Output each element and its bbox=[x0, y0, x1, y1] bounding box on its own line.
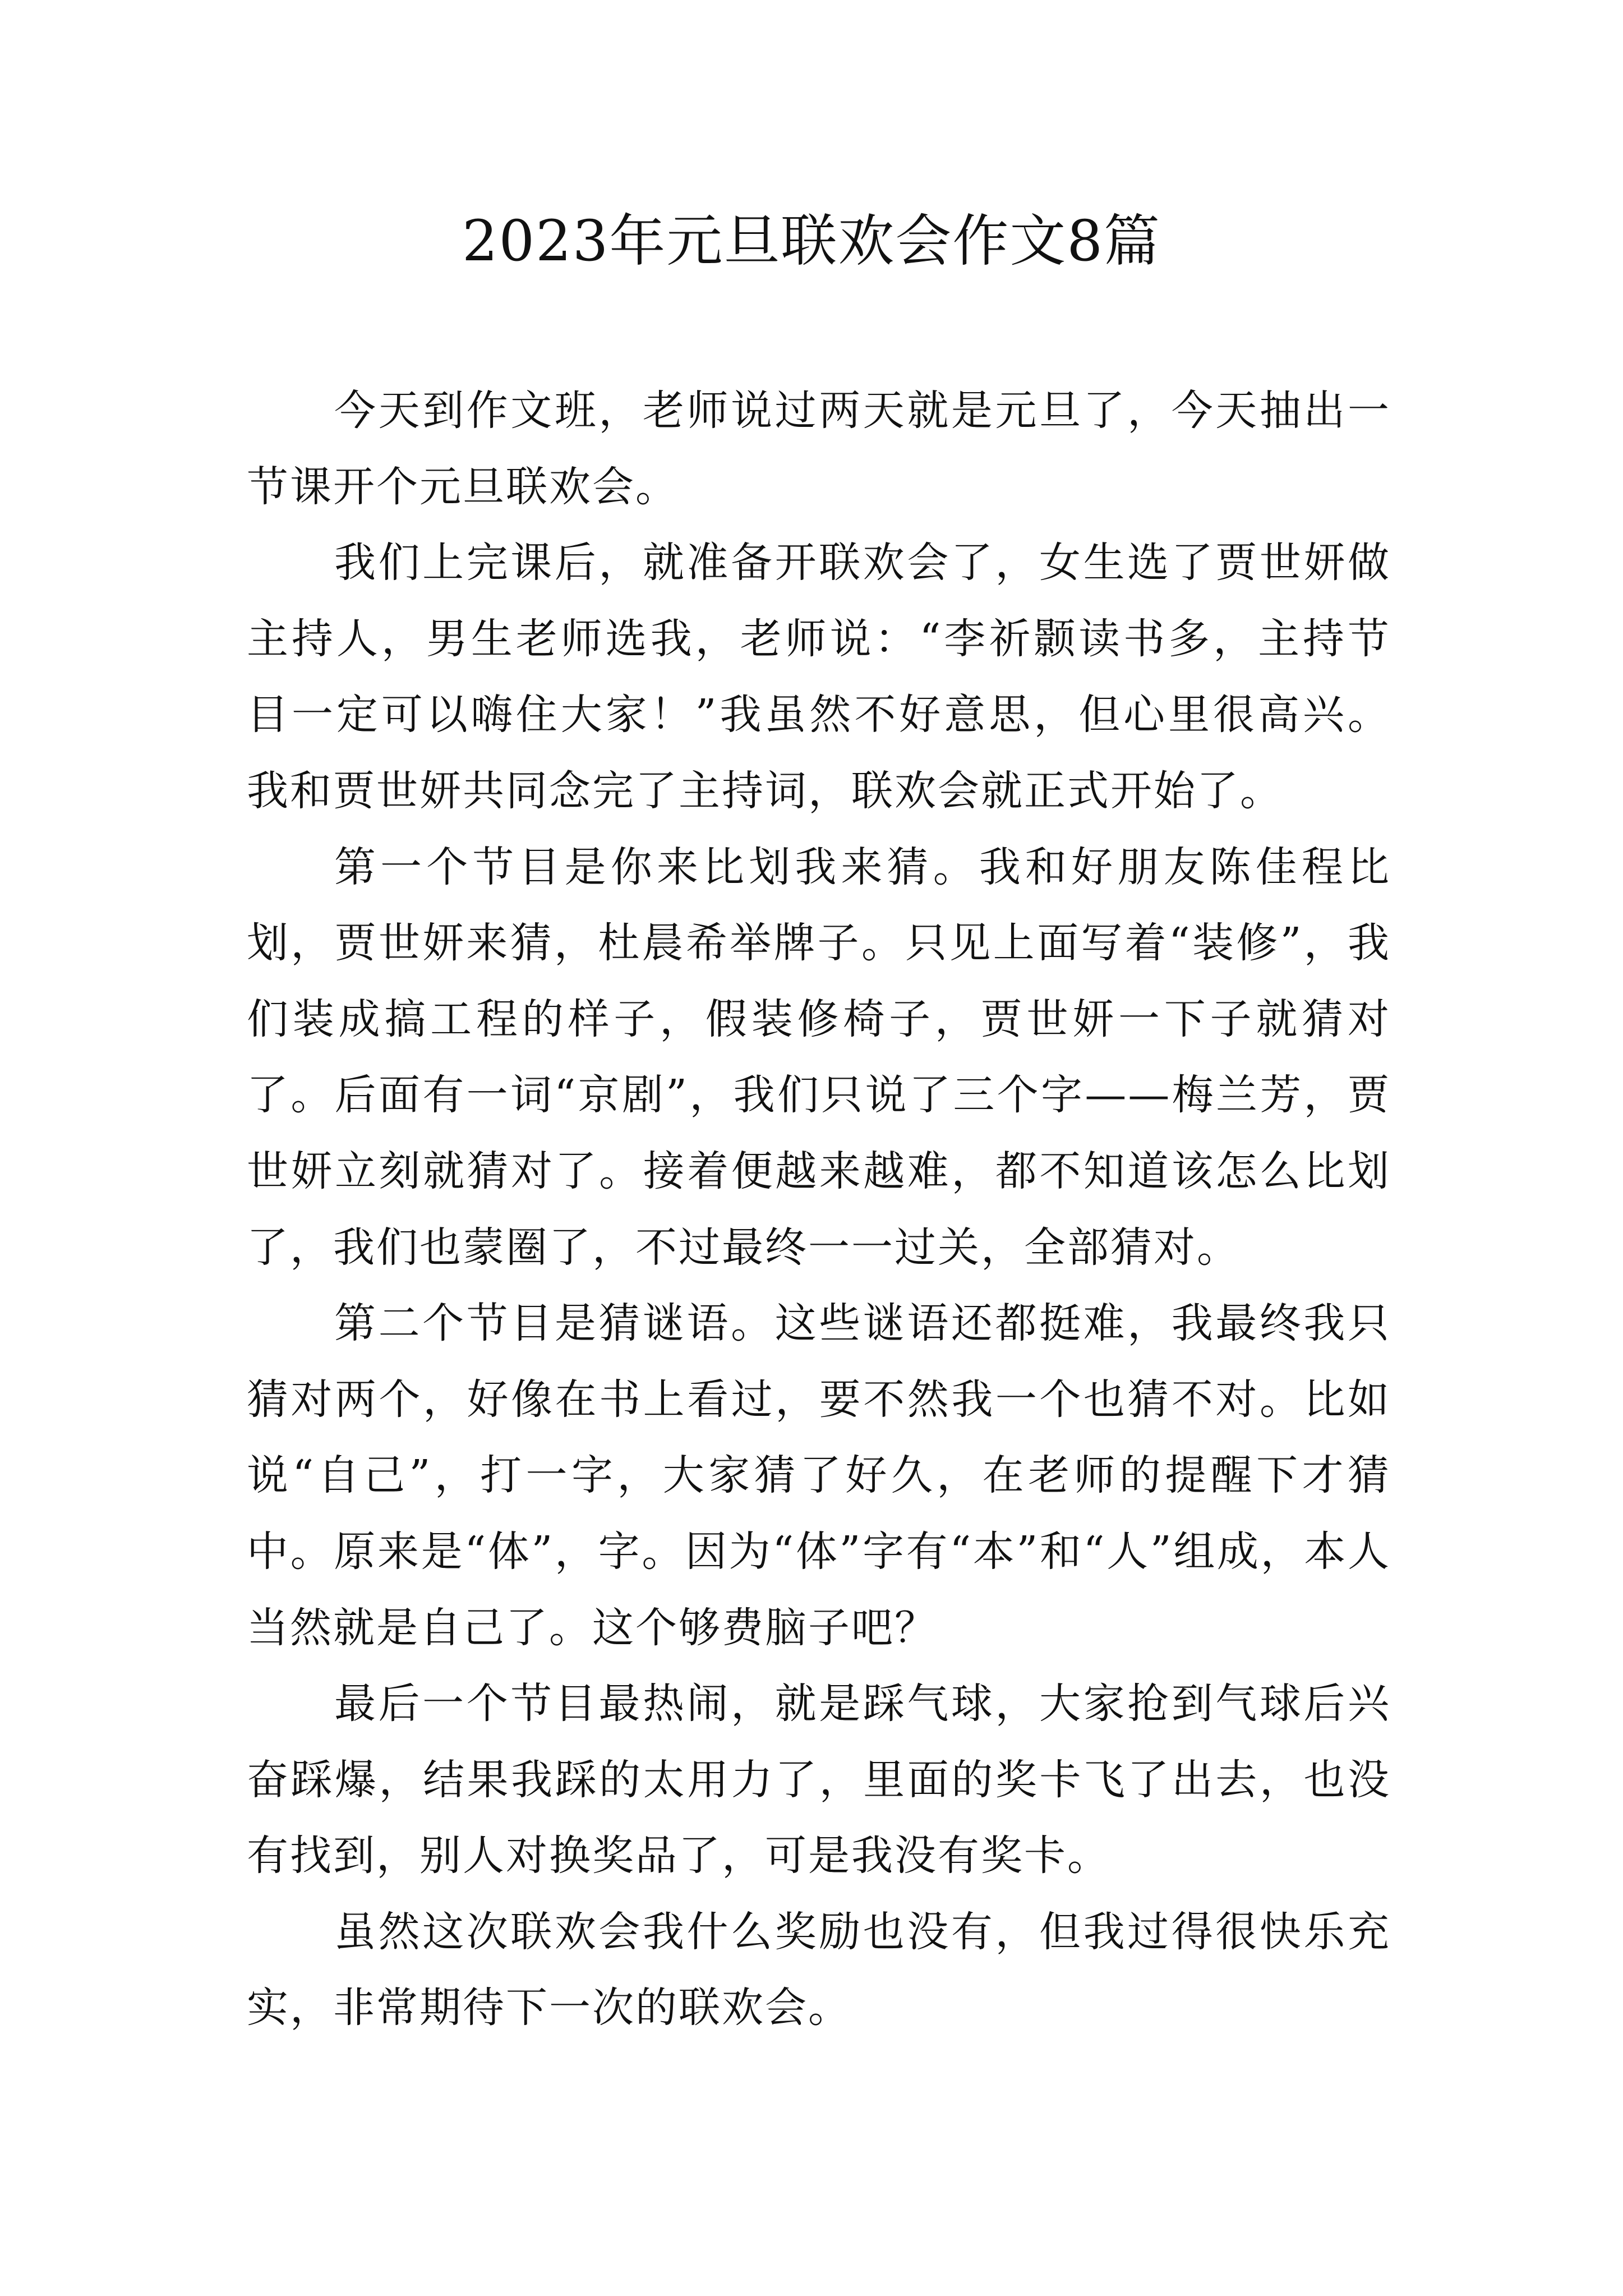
paragraph-4: 第二个节目是猜谜语。这些谜语还都挺难，我最终我只猜对两个，好像在书上看过，要不然我一个也猜不对。比如说“自己”，打一字，大家猜了好久，在老师的提醒下才猜中。原来是“体”，字。因为“体”字有“本”和“人”组成，本人当然就是自己了。这个够费脑子吧？ bbox=[247, 1299, 1391, 1652]
paragraph-2: 我们上完课后，就准备开联欢会了，女生选了贾世妍做主持人，男生老师选我，老师说：“李祈颢读书多，主持节目一定可以嗨住大家！”我虽然不好意思，但心里很高兴。我和贾世妍共同念完了主持词，联欢会就正式开始了。 bbox=[247, 539, 1391, 815]
paragraph-3: 第一个节目是你来比划我来猜。我和好朋友陈佳程比划，贾世妍来猜，杜晨希举牌子。只见上面写着“装修”，我们装成搞工程的样子，假装修椅子，贾世妍一下子就猜对了。后面有一词“京剧”，我们只说了三个字——梅兰芳，贾世妍立刻就猜对了。接着便越来越难，都不知道该怎么比划了，我们也蒙圈了，不过最终一一过关，全部猜对。 bbox=[247, 843, 1391, 1272]
paragraph-5: 最后一个节目最热闹，就是踩气球，大家抢到气球后兴奋踩爆，结果我踩的太用力了，里面的奖卡飞了出去，也没有找到，别人对换奖品了，可是我没有奖卡。 bbox=[247, 1680, 1391, 1880]
paragraph-6: 虽然这次联欢会我什么奖励也没有，但我过得很快乐充实，非常期待下一次的联欢会。 bbox=[247, 1907, 1391, 2032]
document-title: 2023年元旦联欢会作文8篇 bbox=[462, 208, 1161, 274]
paragraph-1: 今天到作文班，老师说过两天就是元旦了，今天抽出一节课开个元旦联欢会。 bbox=[247, 386, 1391, 511]
document-body bbox=[247, 373, 1391, 2046]
